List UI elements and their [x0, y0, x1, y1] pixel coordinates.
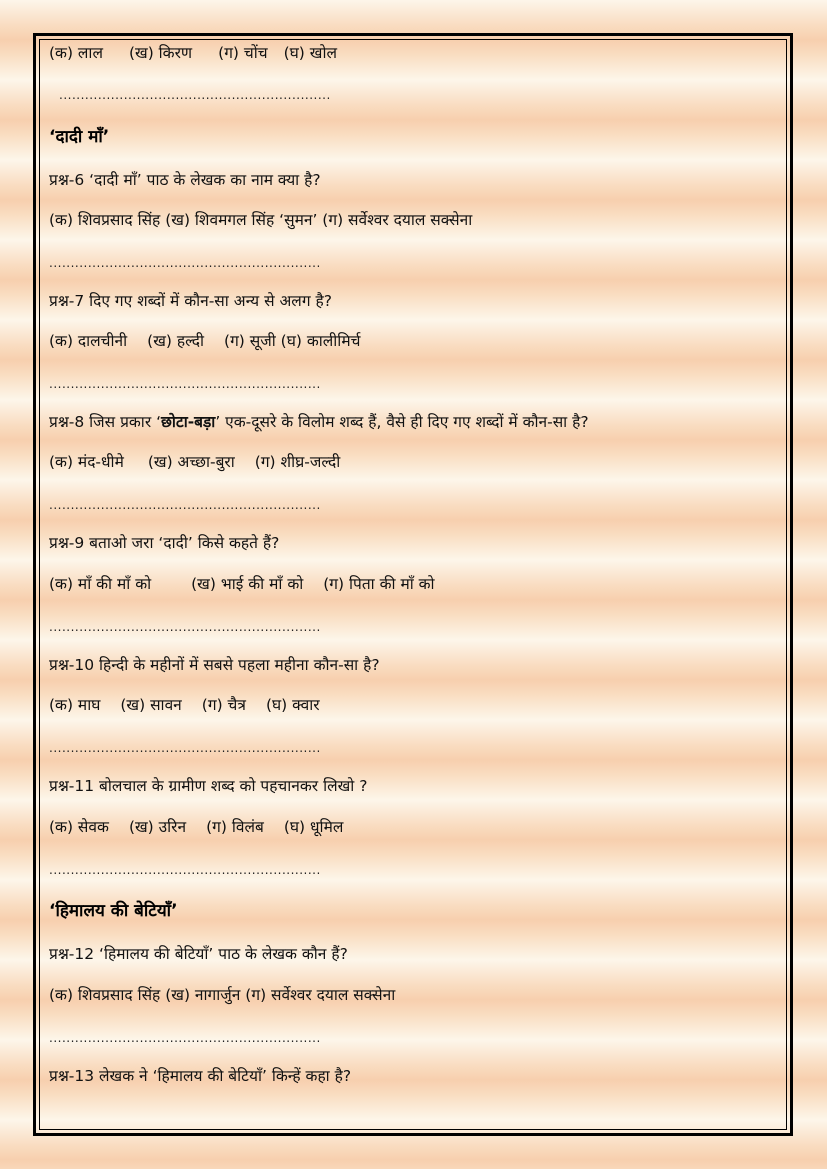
- options-line: (क) शिवप्रसाद सिंह (ख) शिवमगल सिंह ‘सुमन’ (ग) सर्वेश्वर दयाल सक्सेना: [49, 211, 473, 229]
- answer-blank: ...............................................................: [49, 741, 321, 755]
- question-9: प्रश्न-9 बताओ जरा ‘दादी’ किसे कहते हैं?: [49, 534, 280, 552]
- option-gha: (घ) खोल: [283, 44, 337, 62]
- answer-blank: ...............................................................: [49, 863, 321, 877]
- answer-blank: ...............................................................: [49, 1031, 321, 1045]
- options-line: (क) माँ की माँ को (ख) भाई की माँ को (ग) पिता की माँ को: [49, 575, 435, 593]
- options-line: (क) मंद-धीमे (ख) अच्छा-बुरा (ग) शीघ्र-जल्दी: [49, 453, 341, 471]
- answer-blank: ...............................................................: [49, 377, 321, 391]
- section-heading-himalaya-ki-betiyan: ‘हिमालय की बेटियाँ’: [49, 901, 178, 921]
- options-line: (क) सेवक (ख) उरिन (ग) विलंब (घ) धूमिल: [49, 818, 344, 836]
- option-ka: (क) लाल: [49, 44, 103, 62]
- question-7: प्रश्न-7 दिए गए शब्दों में कौन-सा अन्य से अलग है?: [49, 292, 332, 310]
- answer-blank: ...............................................................: [49, 256, 321, 270]
- question-6: प्रश्न-6 ‘दादी माँ’ पाठ के लेखक का नाम क्या है?: [49, 171, 321, 189]
- section-heading-dadi-maa: ‘दादी माँ’: [49, 127, 110, 147]
- answer-blank: ...............................................................: [49, 498, 321, 512]
- question-11: प्रश्न-11 बोलचाल के ग्रामीण शब्द को पहचानकर लिखो ?: [49, 777, 368, 795]
- answer-blank: ...............................................................: [59, 88, 331, 102]
- option-ga: (ग) चोंच: [218, 44, 268, 62]
- question-13: प्रश्न-13 लेखक ने ‘हिमालय की बेटियाँ’ किन्हें कहा है?: [49, 1067, 352, 1085]
- option-kha: (ख) किरण: [128, 44, 193, 62]
- question-8: प्रश्न-8 जिस प्रकार ‘छोटा-बड़ा’ एक-दूसरे के विलोम शब्द हैं, वैसे ही दिए गए शब्दों में कौन-सा है?: [49, 413, 589, 431]
- options-line: [49, 41, 337, 65]
- answer-blank: ...............................................................: [49, 620, 321, 634]
- question-12: प्रश्न-12 ‘हिमालय की बेटियाँ’ पाठ के लेखक कौन हैं?: [49, 945, 348, 963]
- question-10: प्रश्न-10 हिन्दी के महीनों में सबसे पहला महीना कौन-सा है?: [49, 656, 380, 674]
- options-line: (क) शिवप्रसाद सिंह (ख) नागार्जुन (ग) सर्वेश्वर दयाल सक्सेना: [49, 986, 396, 1004]
- options-line: (क) माघ (ख) सावन (ग) चैत्र (घ) क्वार: [49, 696, 320, 714]
- options-line: (क) दालचीनी (ख) हल्दी (ग) सूजी (घ) कालीमिर्च: [49, 332, 361, 350]
